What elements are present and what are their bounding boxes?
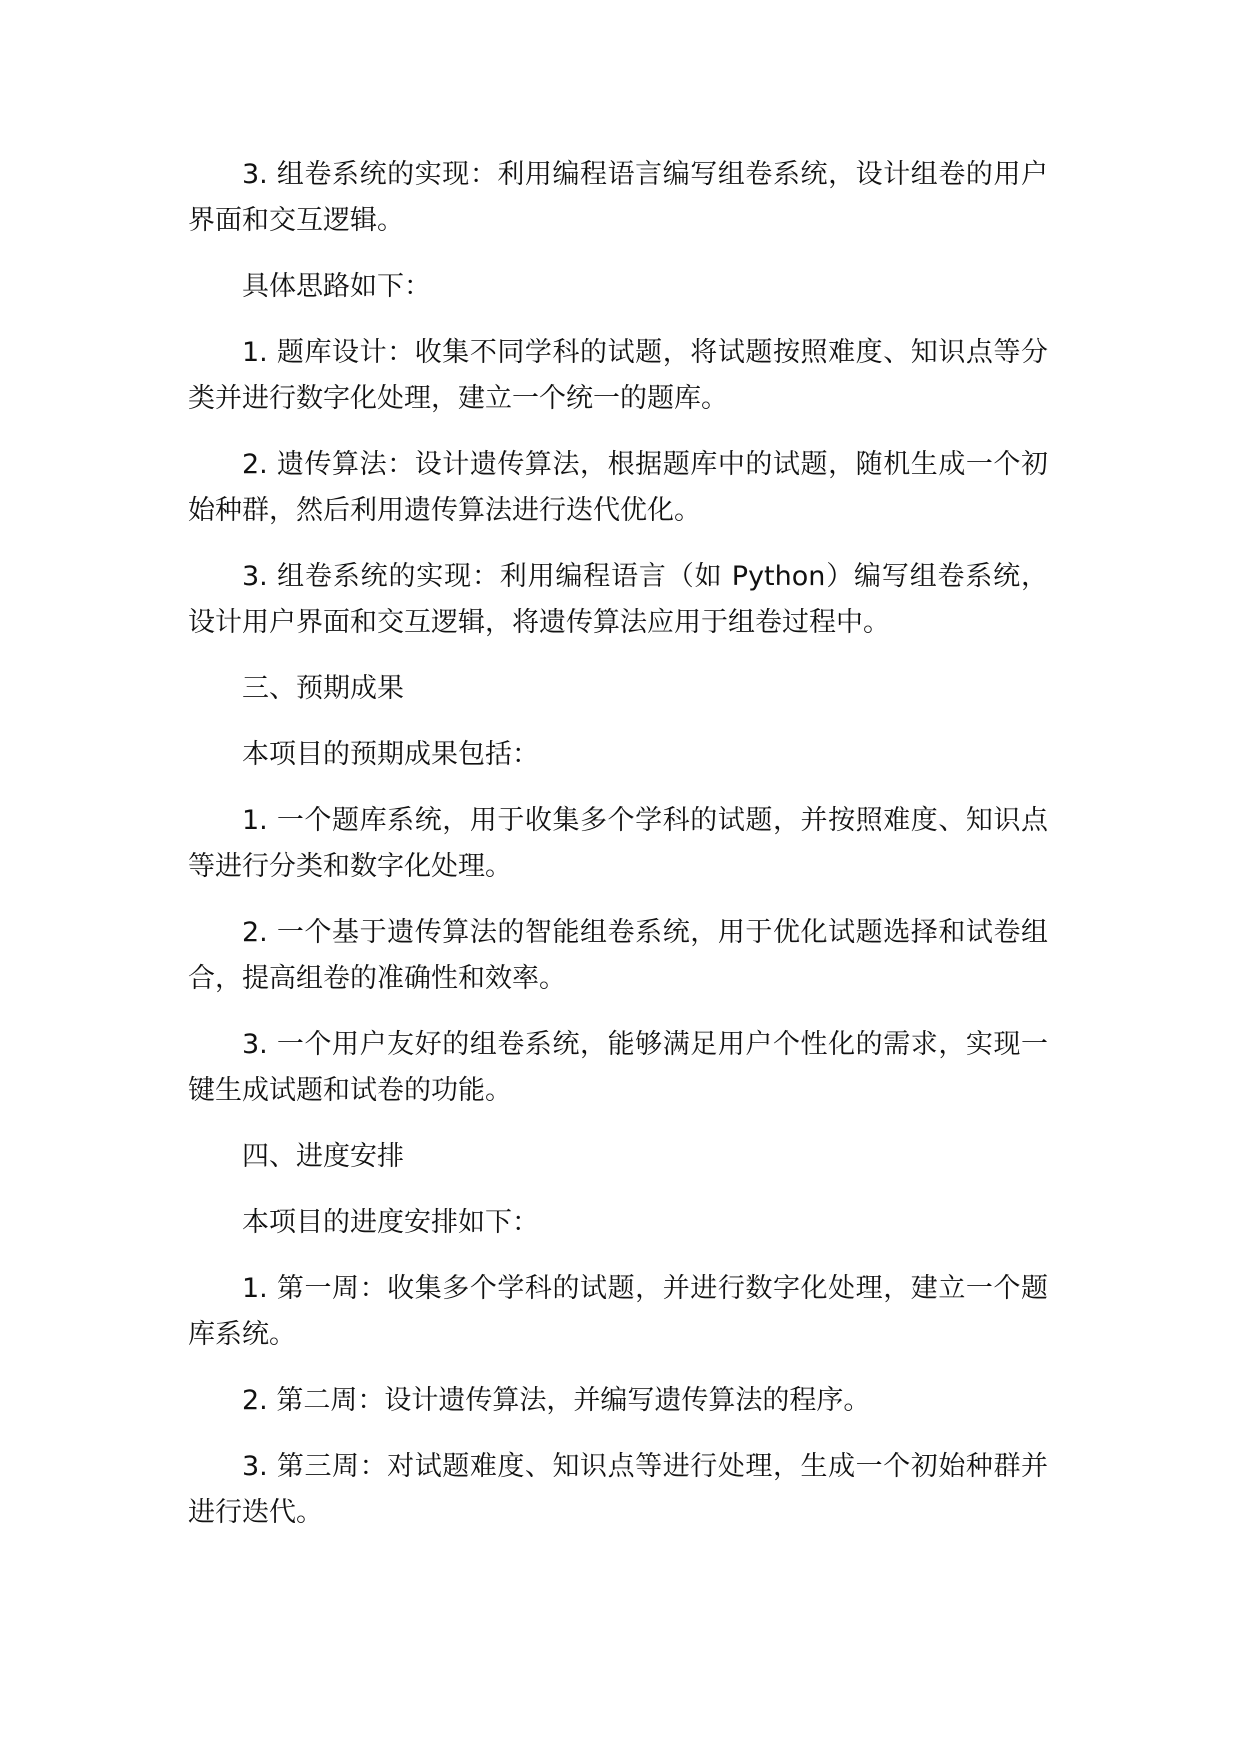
paragraph-result-user-friendly: 3. 一个用户友好的组卷系统，能够满足用户个性化的需求，实现一键生成试题和试卷的功能。 [188,1029,1048,1106]
paragraph-result-smart-system: 2. 一个基于遗传算法的智能组卷系统，用于优化试题选择和试卷组合，提高组卷的准确性和效率。 [188,917,1048,994]
paragraph-approach-heading: 具体思路如下： [242,271,431,302]
paragraph-system-implementation-intro: 3. 组卷系统的实现：利用编程语言编写组卷系统，设计组卷的用户界面和交互逻辑。 [188,159,1048,236]
section-heading-schedule: 四、进度安排 [242,1141,404,1172]
paragraph-system-implementation: 3. 组卷系统的实现：利用编程语言（如 Python）编写组卷系统，设计用户界面和交互逻辑，将遗传算法应用于组卷过程中。 [188,561,1048,638]
paragraph-schedule-week-3: 3. 第三周：对试题难度、知识点等进行处理，生成一个初始种群并进行迭代。 [188,1451,1048,1528]
section-heading-expected-results: 三、预期成果 [242,673,404,704]
paragraph-result-question-bank: 1. 一个题库系统，用于收集多个学科的试题，并按照难度、知识点等进行分类和数字化处理。 [188,805,1048,882]
paragraph-expected-results-intro: 本项目的预期成果包括： [242,739,539,770]
document-page [188,152,1048,1556]
paragraph-schedule-week-2: 2. 第二周：设计遗传算法，并编写遗传算法的程序。 [242,1385,871,1416]
paragraph-genetic-algorithm: 2. 遗传算法：设计遗传算法，根据题库中的试题，随机生成一个初始种群，然后利用遗传算法进行迭代优化。 [188,449,1048,526]
paragraph-schedule-week-1: 1. 第一周：收集多个学科的试题，并进行数字化处理，建立一个题库系统。 [188,1273,1048,1350]
paragraph-schedule-intro: 本项目的进度安排如下： [242,1207,539,1238]
paragraph-question-bank-design: 1. 题库设计：收集不同学科的试题，将试题按照难度、知识点等分类并进行数字化处理，建立一个统一的题库。 [188,337,1048,414]
